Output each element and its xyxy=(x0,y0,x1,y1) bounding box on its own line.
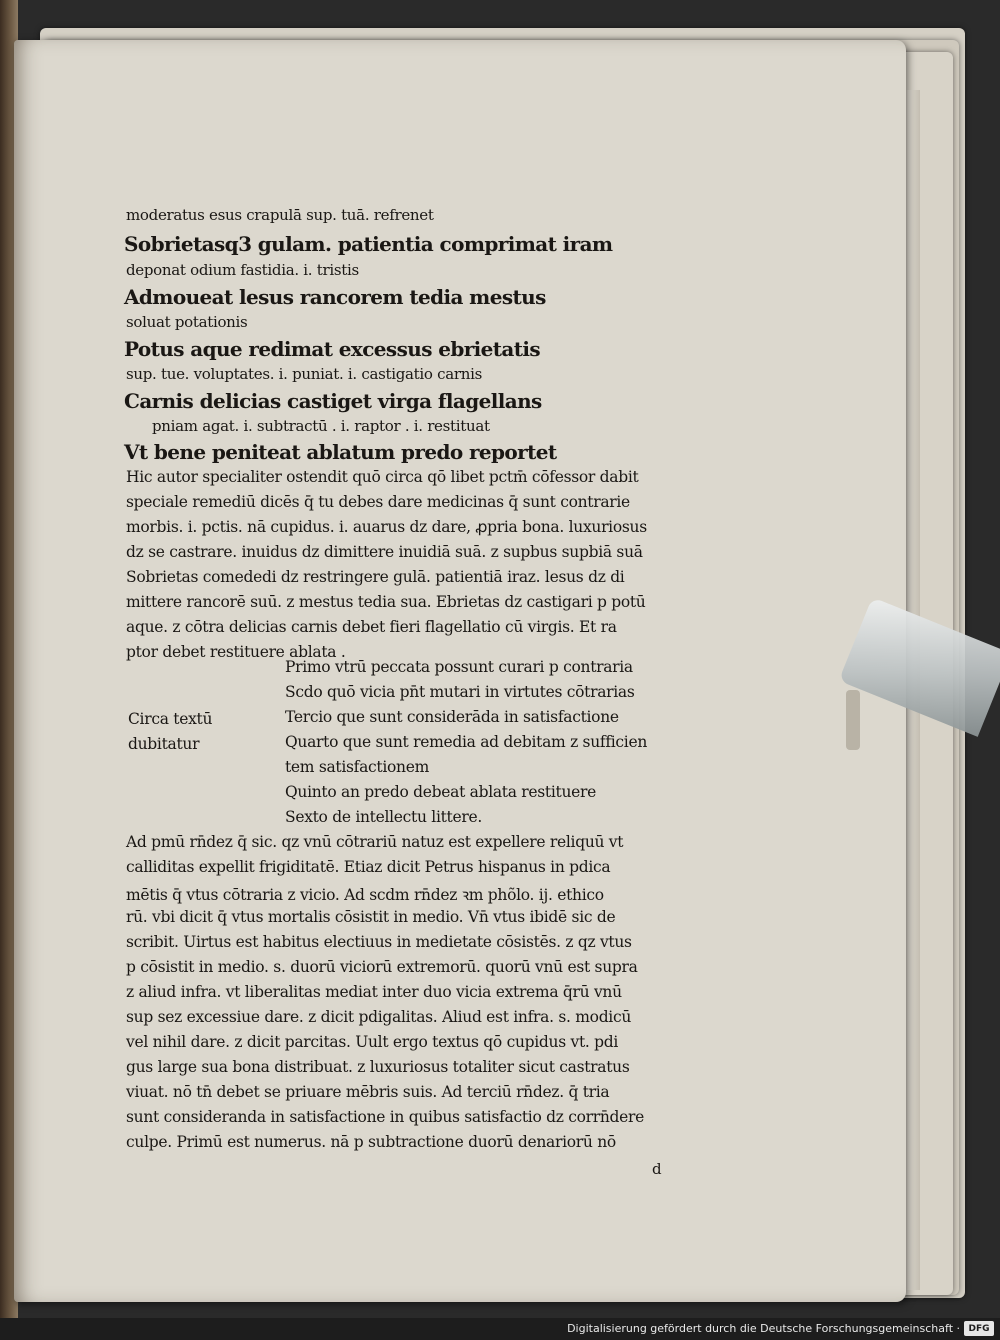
answer-line: sup sez excessiue dare. z dicit pdigalitas. Aliud est infra. s. modicū xyxy=(126,1008,632,1026)
commentary-line: dz se castrare. inuidus dz dimittere inuidiā suā. z supbus supbiā suā xyxy=(126,543,643,561)
commentary-line: ptor debet restituere ablata . xyxy=(126,643,346,661)
footer-bar xyxy=(0,1318,1000,1340)
commentary-line: Hic autor specialiter ostendit quō circa qō libet pctm̄ cōfessor dabit xyxy=(126,468,639,486)
commentary-line: aque. z cōtra delicias carnis debet fieri flagellatio cū virgis. Et ra xyxy=(126,618,617,636)
signature-mark: d xyxy=(652,1160,662,1178)
answer-line: vel nihil dare. z dicit parcitas. Uult ergo textus qō cupidus vt. pdi xyxy=(126,1033,619,1051)
answer-line: rū. vbi dicit q̄ vtus mortalis cōsistit in medio. Vn̄ vtus ibidē sic de xyxy=(126,908,616,926)
doubts-label: Circa textū xyxy=(128,710,213,728)
doubt-item: Quarto que sunt remedia ad debitam z sufficien xyxy=(285,733,648,751)
verse-line: Admoueat lesus rancorem tedia mestus xyxy=(124,285,546,309)
verse-line: Carnis delicias castiget virga flagellans xyxy=(124,389,542,413)
doubt-item: Scdo quō vicia pn̄t mutari in virtutes cōtrarias xyxy=(285,683,635,701)
commentary-line: speciale remediū dicēs q̄ tu debes dare medicinas q̄ sunt contrarie xyxy=(126,493,630,511)
commentary-line: mittere rancorē suū. z mestus tedia sua. Ebrietas dz castigari p potū xyxy=(126,593,646,611)
verse-line: Sobrietasq3 gulam. patientia comprimat iram xyxy=(124,232,613,256)
answer-line: scribit. Uirtus est habitus electiuus in medietate cōsistēs. z qz vtus xyxy=(126,933,632,951)
answer-line: Ad pmū rn̄dez q̄ sic. qz vnū cōtrariū natuz est expellere reliquū vt xyxy=(126,833,624,851)
answer-line: p cōsistit in medio. s. duorū viciorū extremorū. quorū vnū est supra xyxy=(126,958,638,976)
commentary-line: morbis. i. pctis. nā cupidus. i. auarus dz dare, ꝓpria bona. luxuriosus xyxy=(126,518,647,536)
answer-line: sunt consideranda in satisfactione in quibus satisfactio dz corrn̄dere xyxy=(126,1108,645,1126)
doubt-item: Primo vtrū peccata possunt curari p contraria xyxy=(285,658,633,676)
answer-line: gus large sua bona distribuat. z luxuriosus totaliter sicut castratus xyxy=(126,1058,630,1076)
doubt-item: Tercio que sunt considerāda in satisfactione xyxy=(285,708,619,726)
gloss-line: sup. tue. voluptates. i. puniat. i. castigatio carnis xyxy=(126,365,482,383)
doubt-item: tem satisfactionem xyxy=(285,758,429,776)
verse-line: Vt bene peniteat ablatum predo reportet xyxy=(124,440,557,464)
funding-credit: Digitalisierung gefördert durch die Deutsche Forschungsgemeinschaft · xyxy=(567,1322,960,1335)
answer-line: culpe. Primū est numerus. nā p subtractione duorū denariorū nō xyxy=(126,1133,616,1151)
answer-line: calliditas expellit frigiditatē. Etiaz dicit Petrus hispanus in pdica xyxy=(126,858,611,876)
gloss-line: deponat odium fastidia. i. tristis xyxy=(126,261,359,279)
doubt-item: Quinto an predo debeat ablata restituere xyxy=(285,783,596,801)
doubts-label: dubitatur xyxy=(128,735,200,753)
doubt-item: Sexto de intellectu littere. xyxy=(285,808,482,826)
answer-line: viuat. nō tn̄ debet se priuare mēbris suis. Ad terciū rn̄dez. q̄ tria xyxy=(126,1083,610,1101)
gloss-line: soluat potationis xyxy=(126,313,248,331)
dfg-logo: DFG xyxy=(964,1321,994,1336)
commentary-line: Sobrietas comededi dz restringere gulā. patientiā iraz. lesus dz di xyxy=(126,568,625,586)
verse-line: Potus aque redimat excessus ebrietatis xyxy=(124,337,541,361)
answer-line: mētis q̄ vtus cōtraria z vicio. Ad scdm rn̄dez ꝛm phõlo. ij. ethico xyxy=(126,886,604,904)
gloss-line: pniam agat. i. subtractū . i. raptor . i. restituat xyxy=(152,417,490,435)
gloss-line: moderatus esus crapulā sup. tuā. refrenet xyxy=(126,206,434,224)
answer-line: z aliud infra. vt liberalitas mediat inter duo vicia extrema q̄rū vnū xyxy=(126,983,622,1001)
